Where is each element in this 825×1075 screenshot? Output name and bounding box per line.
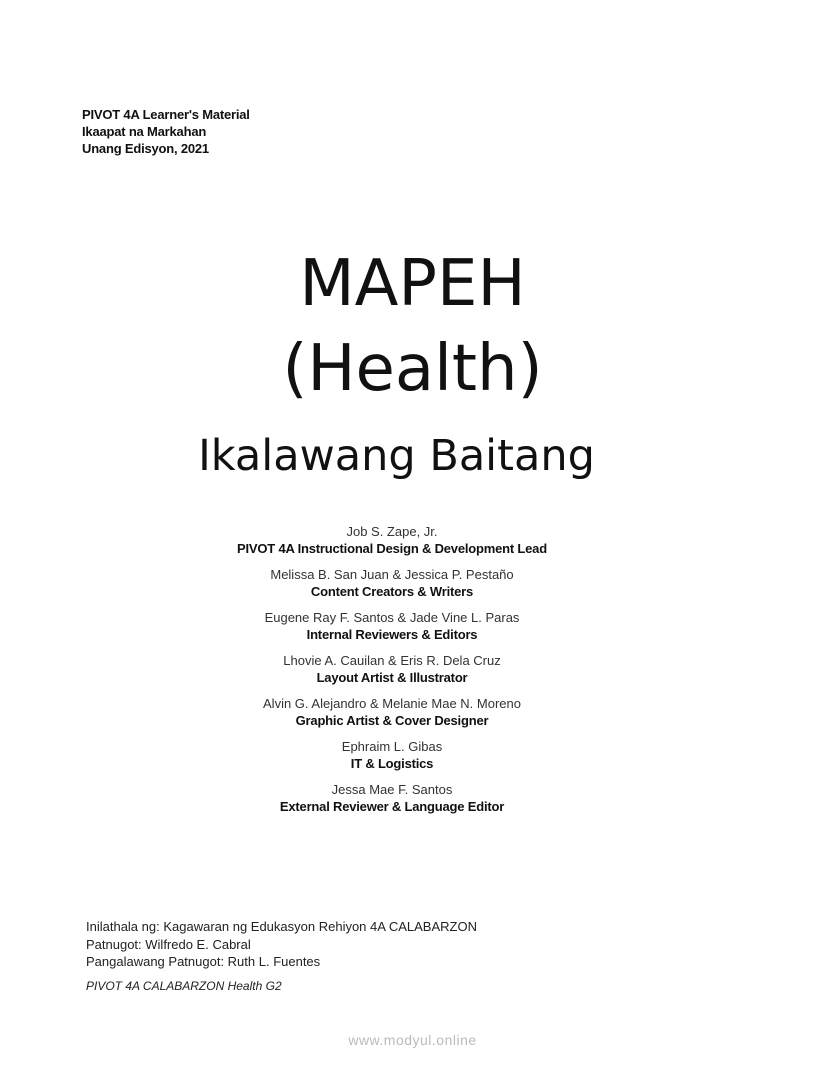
credit-entry — [0, 781, 784, 816]
editor-line: Patnugot: Wilfredo E. Cabral — [86, 936, 251, 952]
credit-name: Lhovie A. Cauilan & Eris R. Dela Cruz — [283, 653, 501, 668]
credit-role: Graphic Artist & Cover Designer — [295, 713, 489, 728]
series-label: PIVOT 4A CALABARZON Health G2 — [86, 979, 282, 993]
grade-level: Ikalawang Baitang — [198, 431, 595, 481]
credit-entry — [0, 566, 784, 601]
credit-role: PIVOT 4A Instructional Design & Development Lead — [237, 541, 547, 556]
credit-role: IT & Logistics — [350, 756, 434, 771]
publisher-line: Inilathala ng: Kagawaran ng Edukasyon Rehiyon 4A CALABARZON — [86, 919, 477, 934]
credit-name: Eugene Ray F. Santos & Jade Vine L. Paras — [264, 610, 520, 625]
subject-subtitle: (Health) — [282, 332, 543, 406]
credit-role: Internal Reviewers & Editors — [306, 627, 478, 642]
material-info — [82, 106, 250, 157]
credit-entry — [0, 609, 784, 644]
assistant-editor-line: Pangalawang Patnugot: Ruth L. Fuentes — [86, 954, 321, 969]
watermark: www.modyul.online — [348, 1032, 477, 1048]
credit-entry — [0, 652, 784, 687]
credit-role: Layout Artist & Illustrator — [316, 670, 468, 685]
credit-entry — [0, 523, 784, 558]
credit-entry — [0, 738, 784, 773]
credit-entry — [0, 695, 784, 730]
material-edition: Unang Edisyon, 2021 — [82, 141, 209, 156]
subject-title: MAPEH — [299, 247, 526, 321]
publication-info — [86, 918, 477, 971]
credit-role: External Reviewer & Language Editor — [279, 799, 505, 814]
credit-name: Alvin G. Alejandro & Melanie Mae N. Moreno — [263, 696, 521, 711]
credit-name: Melissa B. San Juan & Jessica P. Pestaño — [270, 567, 514, 582]
credit-role: Content Creators & Writers — [310, 584, 474, 599]
credit-name: Ephraim L. Gibas — [341, 739, 443, 754]
credits-list — [0, 523, 784, 824]
material-quarter: Ikaapat na Markahan — [82, 124, 207, 139]
credit-name: Job S. Zape, Jr. — [346, 524, 438, 539]
credit-name: Jessa Mae F. Santos — [331, 782, 453, 797]
material-series: PIVOT 4A Learner's Material — [82, 107, 250, 122]
